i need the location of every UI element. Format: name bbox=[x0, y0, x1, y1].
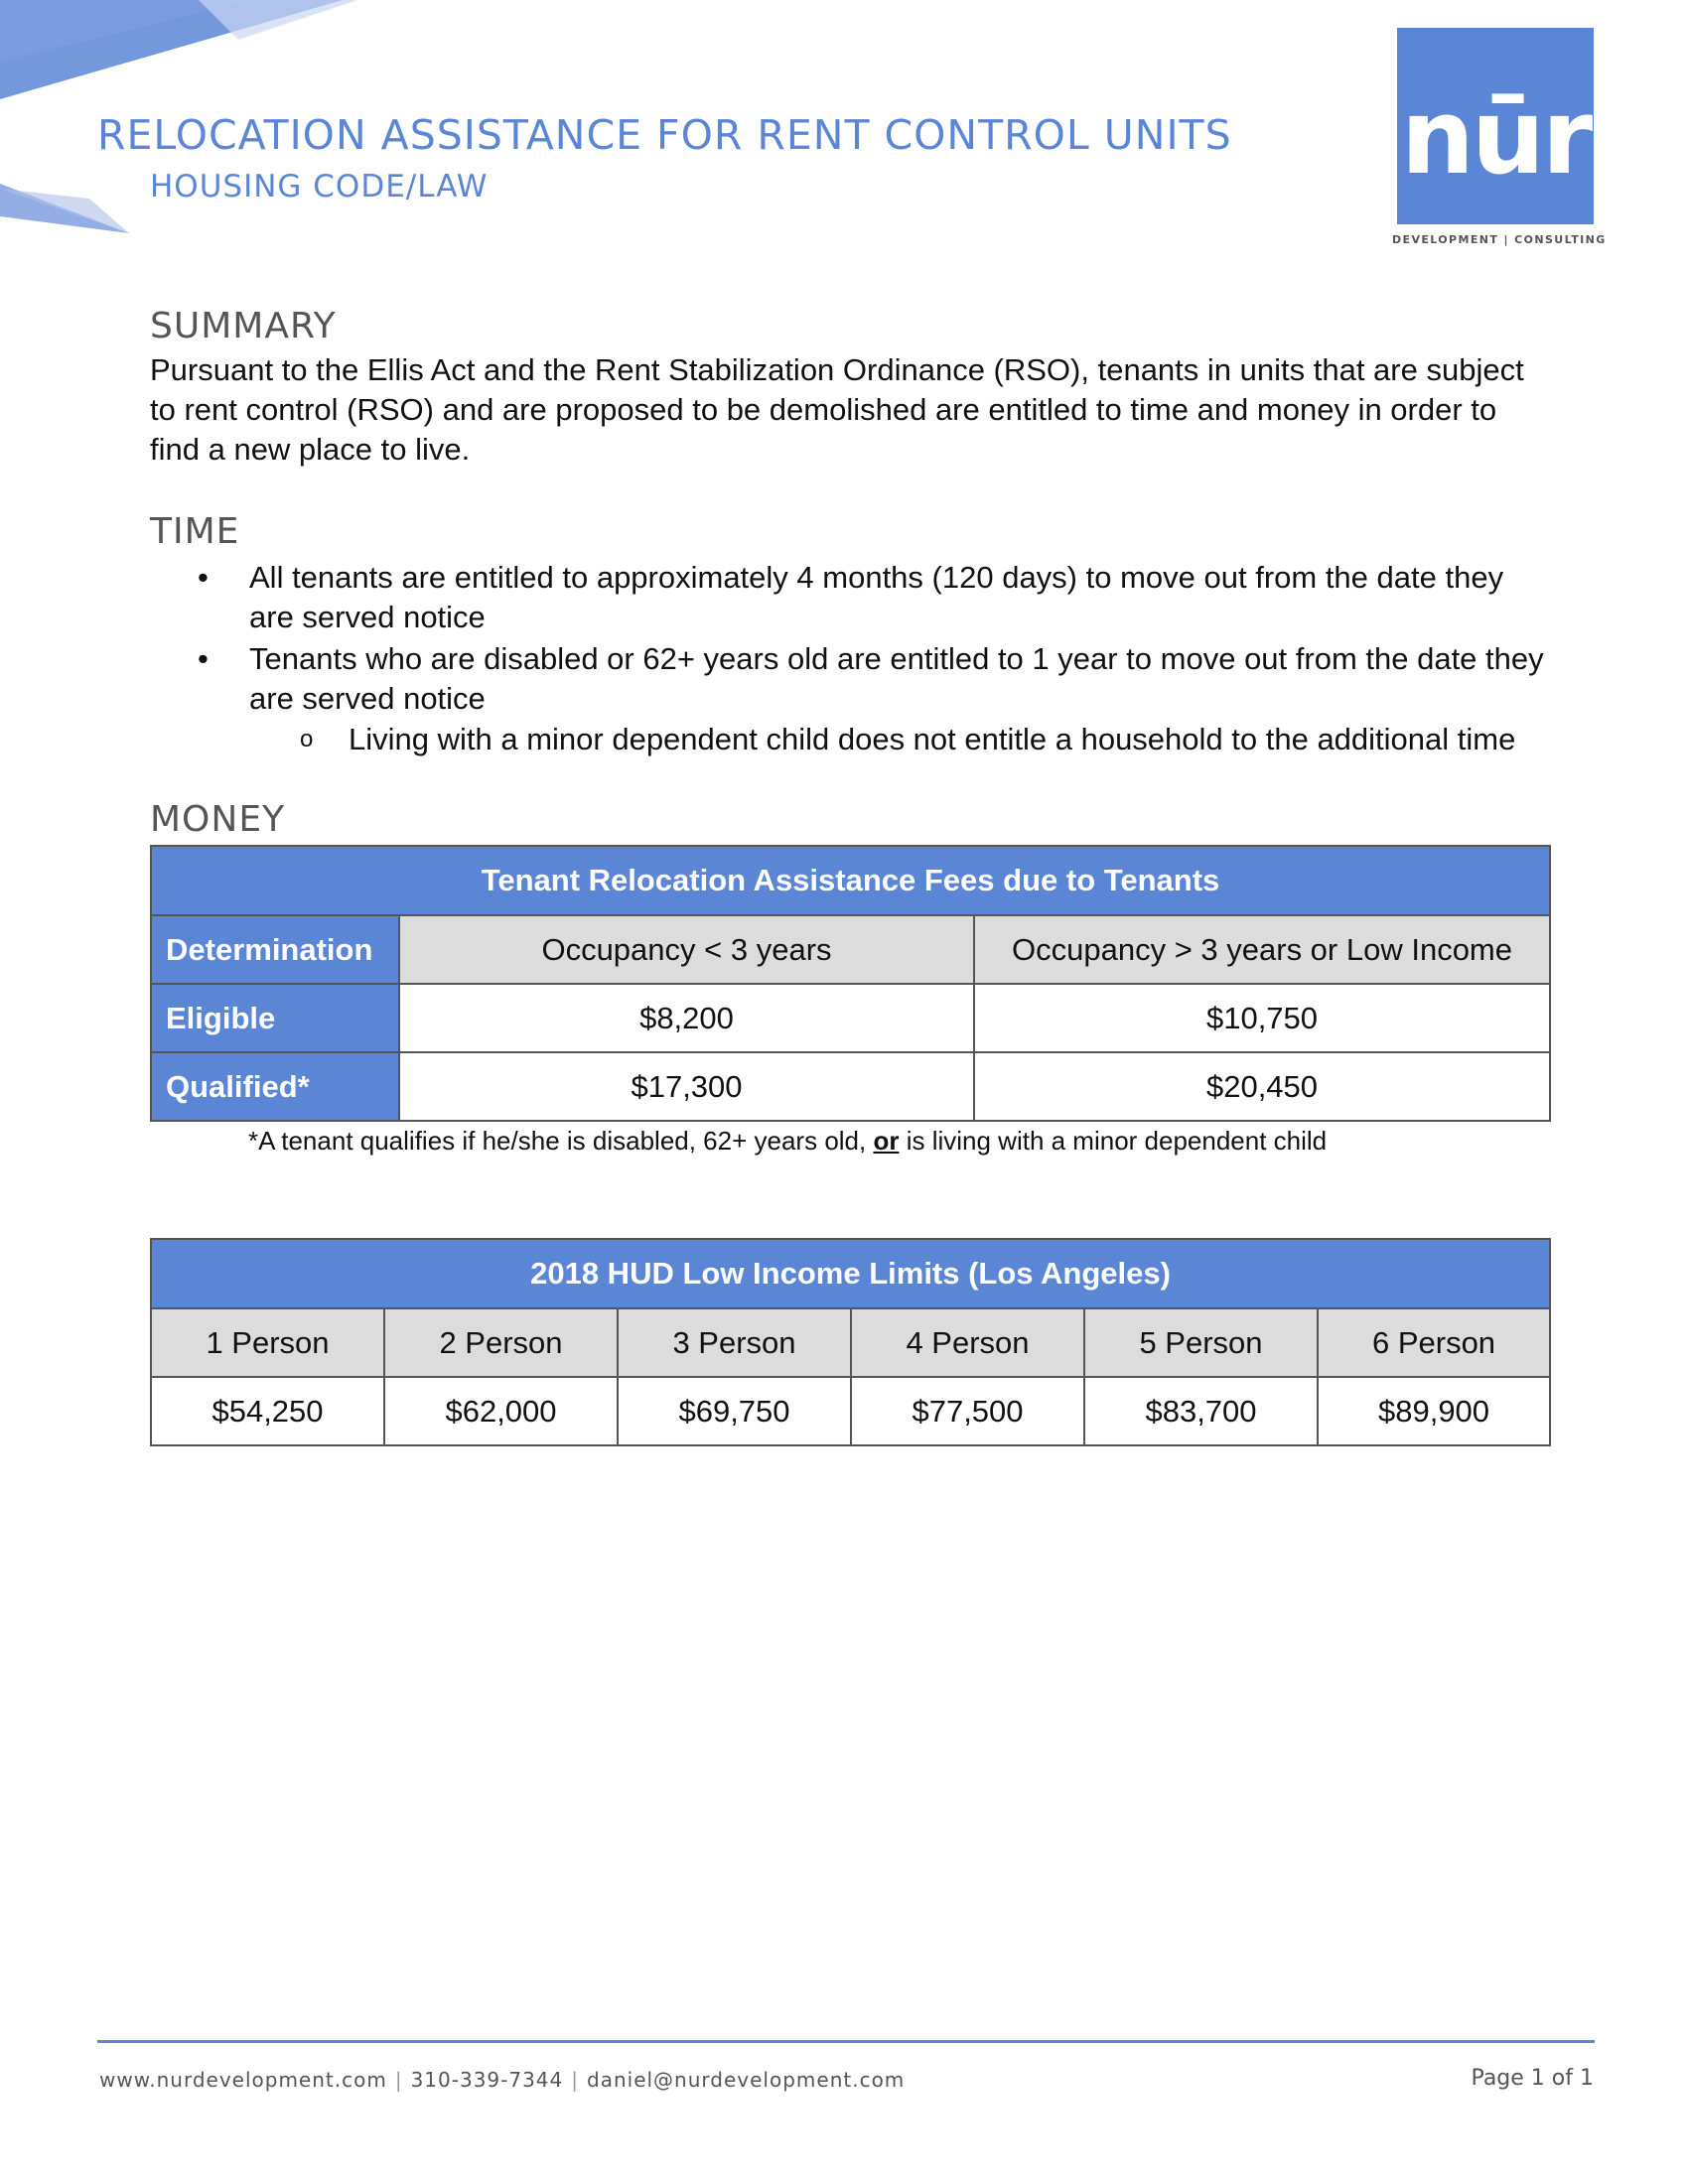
table-row bbox=[151, 1377, 1550, 1445]
income-limit-cell: $54,250 bbox=[151, 1377, 384, 1445]
time-heading: TIME bbox=[150, 511, 240, 552]
footer-separator: | bbox=[394, 2068, 403, 2092]
document-subtitle: HOUSING CODE/LAW bbox=[150, 169, 489, 205]
income-limit-cell: $69,750 bbox=[618, 1377, 851, 1445]
hud-income-limits-table bbox=[150, 1238, 1551, 1446]
income-limit-cell: $83,700 bbox=[1084, 1377, 1318, 1445]
household-size-header: 1 Person bbox=[151, 1308, 384, 1377]
household-size-header: 6 Person bbox=[1318, 1308, 1550, 1377]
table-row bbox=[151, 984, 1550, 1052]
table-cell: $20,450 bbox=[974, 1052, 1550, 1121]
footnote-emphasis: or bbox=[873, 1126, 900, 1156]
household-size-header: 3 Person bbox=[618, 1308, 851, 1377]
table-row bbox=[151, 1308, 1550, 1377]
footnote-text: *A tenant qualifies if he/she is disabled, 62+ years old, bbox=[248, 1126, 874, 1156]
document-title: RELOCATION ASSISTANCE FOR RENT CONTROL UNITS bbox=[97, 111, 1232, 159]
website-link[interactable]: www.nurdevelopment.com bbox=[99, 2068, 387, 2092]
table-cell: $10,750 bbox=[974, 984, 1550, 1052]
bullet-text: Tenants who are disabled or 62+ years old are entitled to 1 year to move out from the date they are served notice bbox=[249, 641, 1544, 716]
bullet-icon: • bbox=[198, 560, 209, 595]
table-cell: $17,300 bbox=[399, 1052, 974, 1121]
summary-heading: SUMMARY bbox=[150, 306, 337, 346]
row-label-eligible: Eligible bbox=[151, 984, 399, 1052]
hollow-bullet-icon: o bbox=[300, 726, 314, 752]
summary-text: Pursuant to the Ellis Act and the Rent Stabilization Ordinance (RSO), tenants in units that are subject to rent control (RSO) and are proposed to be demolished are entitled to time and money in order to find a new place to live. bbox=[150, 352, 1524, 467]
fees-table-header-determination: Determination bbox=[151, 915, 399, 984]
household-size-header: 2 Person bbox=[384, 1308, 618, 1377]
email-link[interactable]: daniel@nurdevelopment.com bbox=[587, 2068, 906, 2092]
hud-table-title: 2018 HUD Low Income Limits (Los Angeles) bbox=[151, 1239, 1550, 1308]
household-size-header: 4 Person bbox=[851, 1308, 1084, 1377]
income-limit-cell: $89,900 bbox=[1318, 1377, 1550, 1445]
household-size-header: 5 Person bbox=[1084, 1308, 1318, 1377]
footnote-text-end: is living with a minor dependent child bbox=[899, 1126, 1328, 1156]
footer-contact bbox=[99, 2068, 905, 2092]
money-heading: MONEY bbox=[150, 799, 286, 840]
footer-separator: | bbox=[571, 2068, 580, 2092]
row-label-qualified: Qualified* bbox=[151, 1052, 399, 1121]
sub-bullet-text: Living with a minor dependent child does not entitle a household to the additional time bbox=[349, 722, 1516, 756]
fees-table-header-under-3: Occupancy < 3 years bbox=[399, 915, 974, 984]
phone-number[interactable]: 310-339-7344 bbox=[410, 2068, 564, 2092]
logo-tagline: DEVELOPMENT | CONSULTING bbox=[1392, 233, 1607, 246]
bullet-text: All tenants are entitled to approximately 4 months (120 days) to move out from the date they are served notice bbox=[249, 560, 1504, 634]
footer-divider bbox=[97, 2040, 1595, 2043]
bullet-icon: • bbox=[198, 641, 209, 676]
page-number: Page 1 of 1 bbox=[1471, 2066, 1594, 2091]
income-limit-cell: $77,500 bbox=[851, 1377, 1084, 1445]
table-cell: $8,200 bbox=[399, 984, 974, 1052]
fees-table-title: Tenant Relocation Assistance Fees due to Tenants bbox=[151, 846, 1550, 915]
relocation-fees-table bbox=[150, 845, 1551, 1122]
qualification-footnote bbox=[248, 1126, 1327, 1157]
income-limit-cell: $62,000 bbox=[384, 1377, 618, 1445]
table-row bbox=[151, 1052, 1550, 1121]
fees-table-header-over-3: Occupancy > 3 years or Low Income bbox=[974, 915, 1550, 984]
company-logo: nūr bbox=[1397, 28, 1594, 224]
